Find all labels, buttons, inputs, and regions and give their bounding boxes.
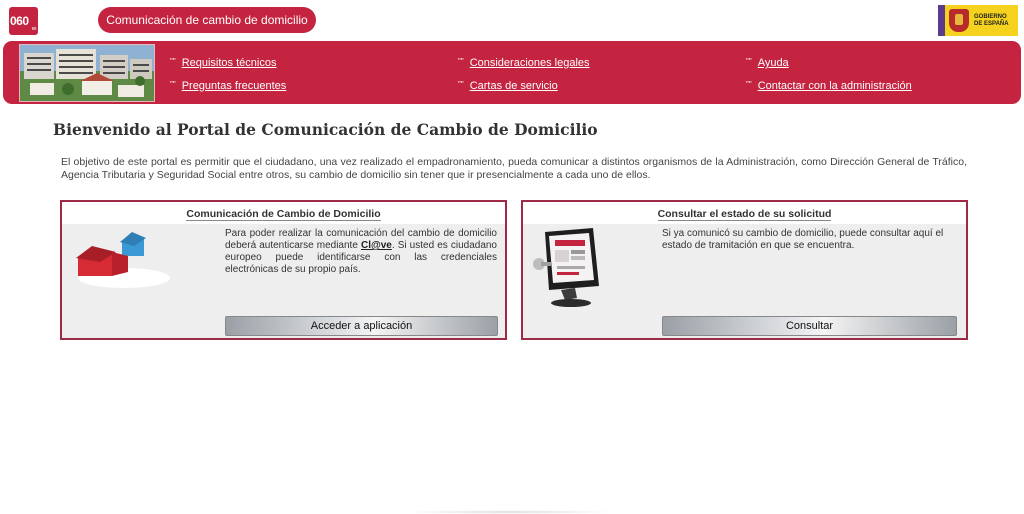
nav-label: Requisitos técnicos xyxy=(181,57,277,69)
nav-label: Contactar con la administración xyxy=(757,80,912,92)
houses-icon xyxy=(72,230,172,292)
logo-060[interactable] xyxy=(9,7,38,35)
flag-stripe xyxy=(938,5,945,36)
panel-title: Comunicación de Cambio de Domicilio xyxy=(186,208,381,220)
gobierno-espana-logo[interactable] xyxy=(938,5,1018,36)
bullet-icon: "" xyxy=(458,80,464,89)
nav-ayuda[interactable] xyxy=(746,57,789,69)
consultar-button[interactable]: Consultar xyxy=(662,316,957,336)
nav-label: Consideraciones legales xyxy=(469,57,590,69)
acceder-aplicacion-button[interactable]: Acceder a aplicación xyxy=(225,316,498,336)
panel-comunicacion xyxy=(60,200,507,340)
panel-text: Si ya comunicó su cambio de domicilio, puede consultar aquí el estado de tramitación en que se encuentra. xyxy=(662,228,944,251)
nav-label: Ayuda xyxy=(757,57,789,69)
nav-requisitos-tecnicos[interactable] xyxy=(170,57,276,69)
coat-of-arms-icon xyxy=(949,9,969,32)
panel-header xyxy=(523,202,966,224)
nav-contactar-administracion[interactable] xyxy=(746,80,912,92)
nav-label: Cartas de servicio xyxy=(469,80,558,92)
nav-label: Preguntas frecuentes xyxy=(181,80,287,92)
bullet-icon: "" xyxy=(458,57,464,66)
clave-link[interactable]: Cl@ve xyxy=(360,240,392,251)
bullet-icon: "" xyxy=(746,57,752,66)
panel-title: Consultar el estado de su solicitud xyxy=(657,208,832,220)
panel-text-part2: . Si usted es ciudadano europeo puede identificarse con las credenciales electrónicas de su propio país. xyxy=(225,240,497,275)
panel-consultar xyxy=(521,200,968,340)
nav-band xyxy=(3,41,1021,104)
logo-060-suffix: es xyxy=(31,26,36,32)
panel-text xyxy=(225,228,497,276)
panel-text-part1: Para poder realizar la comunicación del cambio de domicilio deberá autenticarse mediante xyxy=(225,228,497,251)
bullet-icon: "" xyxy=(746,80,752,89)
building-photo xyxy=(19,44,155,102)
bullet-icon: "" xyxy=(170,57,176,66)
gov-logo-text: GOBIERNO DE ESPAÑA xyxy=(974,14,1009,27)
logo-060-text: 060 xyxy=(10,14,29,28)
intro-paragraph: El objetivo de este portal es permitir que el ciudadano, una vez realizado el empadronamiento, pueda comunicar a distintos organismos de la Administración, como Dirección General de Tráfico, Agencia Tributaria y Seguridad Social entre otros, su cambio de domicilio sin tener que ir presencialmente a cada uno de ellos. xyxy=(61,156,967,181)
bullet-icon: "" xyxy=(170,80,176,89)
nav-cartas-de-servicio[interactable] xyxy=(458,80,558,92)
kiosk-monitor-icon xyxy=(531,228,601,308)
nav-preguntas-frecuentes[interactable] xyxy=(170,80,286,92)
nav-consideraciones-legales[interactable] xyxy=(458,57,590,69)
page-title: Bienvenido al Portal de Comunicación de Cambio de Domicilio xyxy=(53,120,598,139)
footer-shadow xyxy=(402,510,617,514)
page-tab: Comunicación de cambio de domicilio xyxy=(98,7,316,33)
panel-header xyxy=(62,202,505,224)
